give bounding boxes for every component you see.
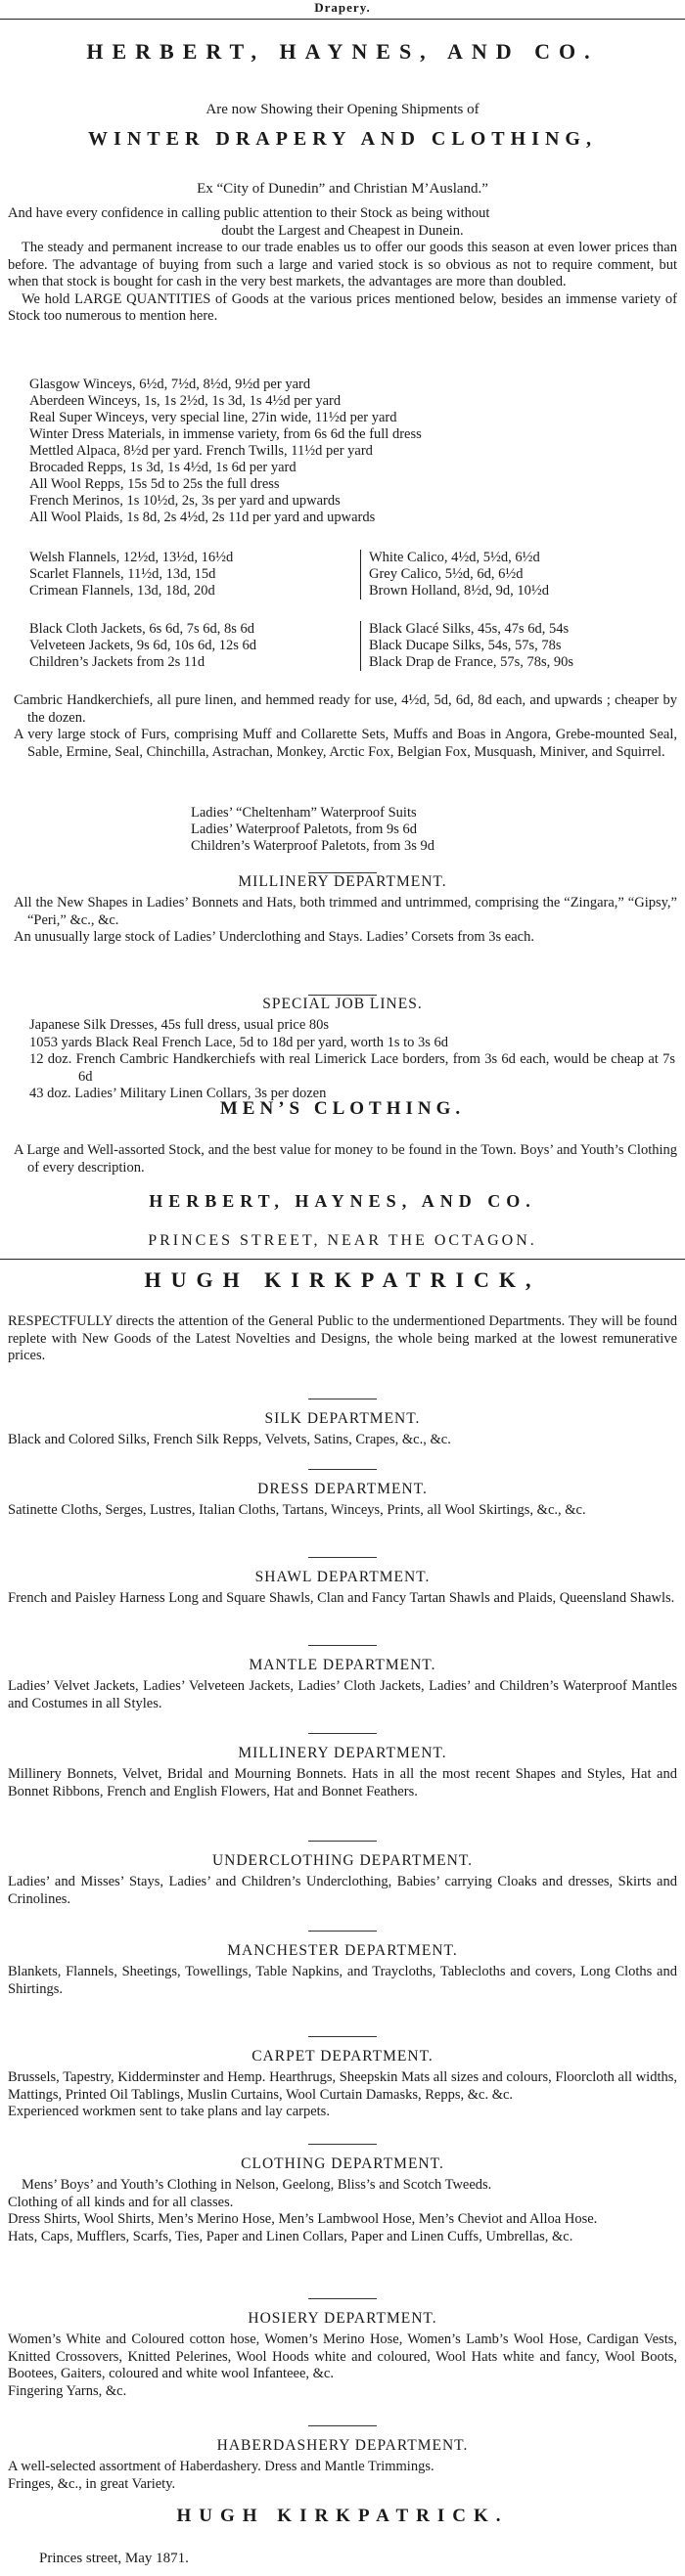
- waterproof-line: Children’s Waterproof Paletots, from 3s 9d: [191, 838, 435, 854]
- hk-departments: [8, 1387, 677, 2009]
- hh-goods-list: [29, 377, 665, 526]
- clothing-line: Hats, Caps, Mufflers, Scarfs, Ties, Paper and Linen Collars, Paper and Linen Cuffs, Umbrellas, &c.: [8, 2228, 573, 2244]
- goods-line: All Wool Repps, 15s 5d to 25s the full dress: [29, 476, 280, 492]
- job-line: 43 doz. Ladies’ Military Linen Collars, 3s per dozen: [29, 1086, 327, 1101]
- goods-line: Glasgow Winceys, 6½d, 7½d, 8½d, 9½d per yard: [29, 377, 311, 392]
- hh-headline-block: [0, 128, 685, 151]
- hh-mens-head-block: [0, 1098, 685, 1120]
- job-line: Japanese Silk Dresses, 45s full dress, usual price 80s: [29, 1017, 330, 1033]
- price-line: Brown Holland, 8½d, 9d, 10½d: [369, 583, 550, 599]
- silks-column: [369, 621, 573, 671]
- hh-furs: A very large stock of Furs, comprising Muff and Collarette Sets, Muffs and Boas in Angora, Grebe-mounted Seal, Sable, Ermine, Seal, Chinchilla, Astrachan, Monkey, Arctic Fox, Belgian Fox, Musquash, Miniver, and Squirrel.: [14, 727, 677, 760]
- jackets-column: [29, 621, 352, 671]
- department-heading: HABERDASHERY DEPARTMENT.: [216, 2437, 469, 2454]
- hh-job-head-block: [0, 996, 685, 1013]
- hh-ships: [0, 181, 685, 198]
- hk-haberdashery: [8, 2414, 677, 2493]
- price-line: Black Drap de France, 57s, 78s, 90s: [369, 654, 573, 670]
- department-text: Black and Colored Silks, French Silk Repps, Velvets, Satins, Crapes, &c., &c.: [8, 1432, 451, 1447]
- hk-clothing: [8, 2132, 677, 2245]
- hh-cambric-furs: [8, 692, 677, 761]
- hh-headline: WINTER DRAPERY AND CLOTHING,: [88, 128, 597, 150]
- clothing-line: Clothing of all kinds and for all classes.: [8, 2194, 234, 2210]
- department-text: French and Paisley Harness Long and Square Shawls, Clan and Fancy Tartan Shawls and Plaids, Queensland Shawls.: [8, 1590, 675, 1606]
- hh-advertisement: [0, 39, 685, 65]
- department: [8, 1387, 677, 1457]
- department-text: Millinery Bonnets, Velvet, Bridal and Mourning Bonnets. Hats in all the most recent Shapes and Styles, Hat and Bonnet Ribbons, French and English Flowers, Hat and Bonnet Feathers.: [8, 1766, 677, 1799]
- department-heading: HOSIERY DEPARTMENT.: [248, 2310, 437, 2327]
- goods-line: All Wool Plaids, 1s 8d, 2s 4½d, 2s 11d per yard and upwards: [29, 510, 376, 525]
- calico-column: [369, 550, 549, 600]
- department-heading: SHAWL DEPARTMENT.: [254, 1569, 431, 1585]
- goods-line: Aberdeen Winceys, 1s, 1s 2½d, 1s 3d, 1s 4½d per yard: [29, 393, 342, 409]
- hh-intro-text: Are now Showing their Opening Shipments of: [206, 102, 480, 117]
- price-line: Scarlet Flannels, 11½d, 13d, 15d: [29, 566, 216, 582]
- divider: [0, 1259, 685, 1260]
- hh-jackets-silks: [29, 621, 675, 671]
- price-line: Velveteen Jackets, 9s 6d, 10s 6d, 12s 6d: [29, 638, 256, 653]
- department-heading: MILLINERY DEPARTMENT.: [238, 1745, 447, 1761]
- goods-line: Brocaded Repps, 1s 3d, 1s 4½d, 1s 6d per yard: [29, 460, 297, 475]
- hh-ships-text: Ex “City of Dunedin” and Christian M’Ausland.”: [197, 181, 488, 197]
- carpet-note: Experienced workmen sent to take plans and lay carpets.: [8, 2104, 330, 2119]
- department-heading: CARPET DEPARTMENT.: [251, 2048, 434, 2065]
- goods-line: Real Super Winceys, very special line, 27in wide, 11½d per yard: [29, 410, 397, 425]
- price-line: Children’s Jackets from 2s 11d: [29, 654, 206, 670]
- divider: [0, 19, 685, 20]
- hh-paragraphs: [8, 205, 677, 326]
- hh-millinery-2: An unusually large stock of Ladies’ Underclothing and Stays. Ladies’ Corsets from 3s each.: [14, 929, 534, 945]
- hh-firm-signature: HERBERT, HAYNES, AND CO.: [149, 1191, 536, 1211]
- hh-millinery-heading: MILLINERY DEPARTMENT.: [238, 873, 447, 890]
- price-line: Grey Calico, 5½d, 6d, 6½d: [369, 566, 524, 582]
- department-heading: CLOTHING DEPARTMENT.: [241, 2155, 444, 2172]
- price-line: Crimean Flannels, 13d, 18d, 20d: [29, 583, 215, 599]
- flannels-column: [29, 550, 352, 600]
- price-line: White Calico, 4½d, 5½d, 6½d: [369, 550, 540, 565]
- hh-millinery-1: All the New Shapes in Ladies’ Bonnets and Hats, both trimmed and untrimmed, comprising the “Zingara,” “Gipsy,” “Peri,” &c., &c.: [14, 895, 677, 928]
- waterproof-line: Ladies’ “Cheltenham” Waterproof Suits: [191, 805, 417, 821]
- price-line: Welsh Flannels, 12½d, 13½d, 16½d: [29, 550, 234, 565]
- department: [8, 1457, 677, 1545]
- department-heading: MANTLE DEPARTMENT.: [249, 1657, 436, 1673]
- department-text: Blankets, Flannels, Sheetings, Towellings, Table Napkins, and Traycloths, Tablecloths and covers, Long Cloths and Shirtings.: [8, 1964, 677, 1997]
- department-text: Ladies’ Velvet Jackets, Ladies’ Velveteen Jackets, Ladies’ Cloth Jackets, Ladies’ and Children’s Waterproof Mantles and Costumes in all Styles.: [8, 1678, 677, 1711]
- hh-firm-name: HERBERT, HAYNES, AND CO.: [86, 39, 599, 64]
- department-heading: DRESS DEPARTMENT.: [257, 1481, 428, 1497]
- hh-mens-heading: MEN’S CLOTHING.: [219, 1098, 466, 1119]
- hk-hosiery: [8, 2287, 677, 2400]
- haber-line: Fringes, &c., in great Variety.: [8, 2475, 176, 2492]
- department-text: Women’s White and Coloured cotton hose, Women’s Merino Hose, Women’s Lamb’s Wool Hose, Cardigan Vests, Knitted Crossovers, Knitted Pelerines, Wool Hoods white and coloured, Wool Hats white and fancy, Wool Boots, Bootees, Gaiters, coloured and white wool Infanteee, &c.: [8, 2332, 677, 2381]
- department-heading: UNDERCLOTHING DEPARTMENT.: [211, 1852, 474, 1869]
- goods-line: Winter Dress Materials, in immense variety, from 6s 6d the full dress: [29, 426, 422, 442]
- hh-address-text: PRINCES STREET, NEAR THE OCTAGON.: [148, 1232, 537, 1249]
- clothing-line: Mens’ Boys’ and Youth’s Clothing in Nelson, Geelong, Bliss’s and Scotch Tweeds.: [22, 2177, 492, 2193]
- department-text: Satinette Cloths, Serges, Lustres, Italian Cloths, Tartans, Winceys, Prints, all Wool Skirtings, &c., &c.: [8, 1502, 586, 1518]
- job-line: 1053 yards Black Real French Lace, 5d to 18d per yard, worth 1s to 3s 6d: [29, 1034, 449, 1050]
- department-text: Ladies’ and Misses’ Stays, Ladies’ and Children’s Underclothing, Babies’ carrying Cloaks and dresses, Skirts and Crinolines.: [8, 1874, 677, 1907]
- hh-flannels-calico: [29, 550, 656, 600]
- department: [8, 1829, 677, 1919]
- department-heading: SILK DEPARTMENT.: [264, 1410, 421, 1427]
- department-heading: MANCHESTER DEPARTMENT.: [227, 1942, 458, 1959]
- hk-intro: [8, 1313, 677, 1365]
- hk-carpet: [8, 2024, 677, 2121]
- price-line: Black Ducape Silks, 54s, 57s, 78s: [369, 638, 562, 653]
- column-divider: [360, 550, 361, 600]
- hk-date-line: Princes street, May 1871.: [39, 2551, 189, 2566]
- hh-job-lines: [29, 1017, 675, 1103]
- page-header: [0, 0, 685, 16]
- hk-signature-block: [0, 2506, 685, 2527]
- department: [8, 1721, 677, 1829]
- clothing-line: Dress Shirts, Wool Shirts, Men’s Merino Hose, Men’s Lambwool Hose, Men’s Cheviot and Alloa Hose.: [8, 2211, 598, 2227]
- hh-p1b: doubt the Largest and Cheapest in Dunein.: [221, 222, 464, 239]
- hh-p1a: And have every confidence in calling public attention to their Stock as being without: [8, 205, 490, 221]
- waterproof-line: Ladies’ Waterproof Paletots, from 9s 6d: [191, 822, 418, 837]
- department: [8, 1545, 677, 1633]
- hh-cambric: Cambric Handkerchiefs, all pure linen, and hemmed ready for use, 4½d, 5d, 6d, 8d each, and upwards ; cheaper by the dozen.: [14, 692, 677, 726]
- hh-millinery: [8, 895, 677, 947]
- hk-intro-text: RESPECTFULLY directs the attention of the General Public to the undermentioned Departments. They will be found replete with New Goods of the Latest Novelties and Designs, the whole being marked at the lowest remunerative prices.: [8, 1313, 677, 1363]
- hh-p2: The steady and permanent increase to our trade enables us to offer our goods this season at even lower prices than before. The advantage of buying from such a large and varied stock is so obvious as not to require comment, but when that stock is bought for cash in the very best markets, the advantages are more than doubled.: [8, 240, 677, 289]
- job-line: 12 doz. French Cambric Handkerchiefs with real Limerick Lace borders, from 3s 6d each, would be cheap at 7s 6d: [29, 1051, 675, 1085]
- hh-signature-block: [0, 1191, 685, 1212]
- hk-firm-name: HUGH KIRKPATRICK,: [144, 1267, 541, 1292]
- hh-waterproof: [191, 805, 602, 855]
- goods-line: Mettled Alpaca, 8½d per yard. French Twills, 11½d per yard: [29, 443, 373, 459]
- hh-intro: [0, 102, 685, 118]
- department-text: Brussels, Tapestry, Kidderminster and Hemp. Hearthrugs, Sheepskin Mats all sizes and colours, Floorcloth all widths, Mattings, Printed Oil Tablings, Muslin Curtains, Wool Curtain Damasks, Repps, &c. &c.: [8, 2069, 677, 2103]
- hk-footer: [39, 2551, 685, 2567]
- goods-line: French Merinos, 1s 10½d, 2s, 3s per yard and upwards: [29, 493, 341, 509]
- section-title: Drapery.: [314, 0, 371, 15]
- department: [8, 1919, 677, 2009]
- hh-address: [0, 1232, 685, 1250]
- price-line: Black Cloth Jackets, 6s 6d, 7s 6d, 8s 6d: [29, 621, 254, 637]
- price-line: Black Glacé Silks, 45s, 47s 6d, 54s: [369, 621, 570, 637]
- department: [8, 1633, 677, 1721]
- hosiery-note: Fingering Yarns, &c.: [8, 2382, 127, 2399]
- haber-line: A well-selected assortment of Haberdashery. Dress and Mantle Trimmings.: [8, 2459, 434, 2474]
- hk-advertisement: [0, 1267, 685, 1293]
- hk-firm-signature: HUGH KIRKPATRICK.: [176, 2506, 509, 2526]
- hh-p3: We hold LARGE QUANTITIES of Goods at the various prices mentioned below, besides an immense variety of Stock too numerous to mention here.: [8, 290, 677, 324]
- column-divider: [360, 621, 361, 671]
- hh-job-heading: SPECIAL JOB LINES.: [262, 996, 423, 1012]
- hh-mens: [8, 1142, 677, 1177]
- hh-millinery-head-block: [0, 873, 685, 891]
- hh-mens-body: A Large and Well-assorted Stock, and the best value for money to be found in the Town. Boys’ and Youth’s Clothing of every description.: [14, 1142, 677, 1176]
